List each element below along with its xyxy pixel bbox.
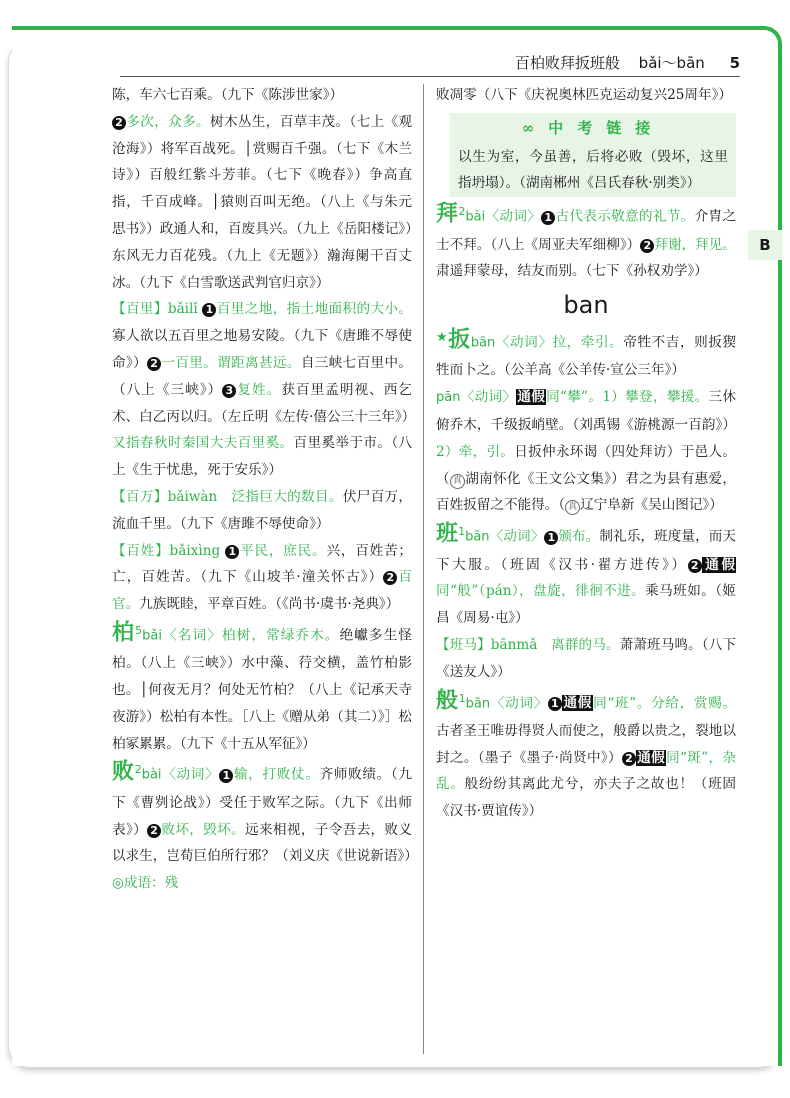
header-section: 百柏败拜扳班般 bbox=[514, 54, 620, 72]
sense-number: 2 bbox=[383, 571, 397, 585]
pinyin: bān bbox=[470, 335, 496, 351]
entry-baili bbox=[112, 296, 416, 484]
sense-number: 1 bbox=[548, 697, 562, 711]
example: 制礼乐，班度量，而天下大服。（班固《汉书·翟方进传》） bbox=[436, 528, 737, 573]
sense-number: 1 bbox=[225, 545, 239, 559]
example: 获百里孟明视、西乞术、白乙丙以归。（左丘明《左传·僖公三十三年》） bbox=[112, 381, 416, 425]
sense-number: 2 bbox=[688, 559, 702, 573]
tongjia-badge: 通假 bbox=[562, 695, 593, 712]
text-line: 陈，车六七百乘。（九下《陈涉世家》） bbox=[112, 87, 344, 103]
tongjia-badge: 通假 bbox=[517, 389, 546, 406]
example: 九族既睦，平章百姓。（《尚书·虞书·尧典》） bbox=[139, 596, 400, 613]
part-of-speech: 〈动词〉 bbox=[485, 208, 542, 225]
example: 自三峡七百里中。（八上《三峡》） bbox=[112, 354, 413, 398]
left-column bbox=[112, 82, 418, 897]
sense-number: 2 bbox=[622, 752, 636, 766]
entry-bai-cypress bbox=[112, 618, 412, 758]
tongjia-badge: 通假 bbox=[702, 556, 735, 573]
zhen-icon: 真 bbox=[450, 474, 465, 489]
definition: 同“攀”。1）攀登，攀援。 bbox=[546, 389, 709, 406]
definition: 百官。 bbox=[112, 569, 412, 613]
entry-ban-issue bbox=[436, 519, 736, 632]
sense-number: 1 bbox=[544, 531, 558, 545]
part-of-speech: 〈动词〉 bbox=[161, 766, 220, 783]
example: 日扳仲永环谒（四处拜访）于邑人。 bbox=[514, 443, 736, 460]
definition: 同“斑”，杂乱。 bbox=[436, 749, 736, 793]
definition: 离群的马。 bbox=[551, 636, 620, 653]
definition: 同“般”（pán），盘旋，徘徊不进。 bbox=[436, 583, 646, 600]
part-of-speech: 〈名词〉 bbox=[161, 627, 222, 644]
part-of-speech: 〈动词〉 bbox=[489, 528, 545, 545]
definition: 指春秋时秦国大夫百里奚。 bbox=[125, 435, 294, 452]
exam-link-box bbox=[450, 113, 736, 197]
compound-head: 【百万】bǎiwàn bbox=[112, 488, 218, 505]
sense-number: 1 bbox=[219, 769, 233, 783]
idiom-marker: ◎成语：残 bbox=[112, 875, 179, 892]
exam-link-title: ∞中考链接 bbox=[521, 118, 665, 137]
example: 古者圣王唯毋得贤人而使之，般爵以贵之，裂地以封之。（墨子《墨子·尚贤中》） bbox=[436, 722, 736, 766]
definition: 拜谢，拜见。 bbox=[654, 236, 737, 253]
pinyin: bài bbox=[465, 209, 486, 225]
headword-index: 5 bbox=[135, 623, 143, 637]
entry-bai-bow bbox=[436, 199, 736, 285]
headword-index: 2 bbox=[458, 205, 466, 219]
example: 肃遥拜蒙母，结友而别。（七下《孙权劝学》） bbox=[436, 263, 708, 280]
headword-index: 1 bbox=[458, 525, 466, 539]
pinyin: bān bbox=[465, 529, 490, 545]
example: 百里奚举于市。（八上《生于忧患，死于安乐》） bbox=[112, 435, 413, 479]
example: 帝牲不吉，则扳猰牲而卜之。（公羊高《公羊传·宣公三年》） bbox=[436, 334, 737, 379]
example: 树木丛生，百草丰茂。（七上《观沧海》）将军百战死。│赏赐百千强。（七下《木兰诗》）百般红紫斗芳菲。（七下《晚春》）争高直指，千百成峰。│猿则百叫无绝。（八上《与朱元思书》）政通人和，百废具兴。（九上《岳阳楼记》）东风无力百花残。（九上《无题》）瀚海阑干百丈冰。（九下《白雪歌送武判官归京》） bbox=[112, 113, 413, 291]
definition: 拉，牵引。 bbox=[552, 334, 624, 351]
entry-pan: pān〈动词〉通假同“攀”。1）攀登，攀援。三休俯乔木，千级扳峭壁。（刘禹锡《游桃源一百韵》）2）牵，引。日扳仲永环谒（四处拜访）于邑人。（ 真 湖南怀化《王文公文集》）君之为县有惠爱，百姓扳留之不能得。（ 真 辽宁阜新《吴山图记》） bbox=[436, 389, 737, 514]
example: 三休俯乔木，千级扳峭壁。（刘禹锡《游桃源一百韵》） bbox=[436, 389, 737, 434]
star-icon: ★ bbox=[436, 330, 449, 346]
definition: 古代表示敬意的礼节。 bbox=[555, 208, 695, 225]
headword: 般 bbox=[436, 687, 459, 714]
entry-ban-distribute bbox=[436, 686, 736, 826]
entry-baixing bbox=[112, 538, 412, 618]
compound-head: 【百里】bǎilǐ bbox=[112, 301, 198, 318]
headword: 扳 bbox=[448, 326, 471, 353]
example: 寡人欲以五百里之地易安陵。（九下《唐雎不辱使命》） bbox=[112, 328, 412, 371]
definition: 输，打败仗。 bbox=[233, 766, 320, 783]
right-column bbox=[436, 82, 736, 825]
definition: 多次，众多。 bbox=[126, 113, 211, 130]
pinyin: bài bbox=[141, 767, 162, 783]
text-line: 败凋零（八下《庆祝奥林匹克运动复兴25周年》） bbox=[436, 87, 732, 103]
example: 兴，百姓苦；亡，百姓苦。（九下《山坡羊·潼关怀古》） bbox=[112, 542, 412, 586]
sense-number: 2 bbox=[147, 824, 161, 838]
zhen-icon: 真 bbox=[565, 500, 580, 515]
example: 远来相视，子令吾去，败义以求生，岂荀巨伯所行邪？（刘义庆《世说新语》） bbox=[112, 821, 418, 865]
pinyin: bǎi bbox=[142, 628, 162, 644]
definition: 泛指巨大的数目。 bbox=[231, 488, 343, 505]
compound-head: 【百姓】bǎixìng bbox=[112, 542, 221, 559]
definition: 败坏，毁坏。 bbox=[161, 821, 246, 838]
definition: 颁布。 bbox=[558, 528, 600, 545]
sense-number: 3 bbox=[222, 384, 236, 398]
part-of-speech: 〈动词〉 bbox=[460, 389, 517, 406]
running-header bbox=[120, 52, 740, 77]
example: 湖南怀化《王文公文集》）君之为县有惠爱，百姓扳留之不能得。（ bbox=[436, 470, 737, 514]
headword-index: 2 bbox=[134, 763, 142, 777]
syllable-heading: ban bbox=[563, 291, 609, 320]
example: 齐师败绩。（九下《曹刿论战》）受任于败军之际。（九下《出师表》） bbox=[112, 766, 413, 838]
definition: 平民，庶民。 bbox=[239, 542, 327, 559]
example: 乘马班如。（姬昌《周易·屯》） bbox=[436, 583, 736, 627]
header-pinyin-range: bǎi～bān bbox=[638, 54, 705, 72]
entry-ban-pull bbox=[436, 325, 736, 384]
sense-number: 1 bbox=[541, 211, 555, 225]
headword: 班 bbox=[436, 520, 459, 547]
example: 绝巘多生怪柏。（八上《三峡》）水中藻、荇交横，盖竹柏影也。│何夜无月？何处无竹柏？（八上《记承天寺夜游》）松柏有本性。［八上《赠从弟（其二）》］松柏冢累累。（九下《十五从军征》） bbox=[112, 627, 413, 752]
sense-number: 1 bbox=[202, 303, 216, 317]
entry-banma bbox=[436, 632, 736, 686]
sense-number: 2 bbox=[112, 116, 126, 130]
sense-number: 2 bbox=[640, 239, 654, 253]
pinyin: bān bbox=[465, 696, 491, 712]
you-marker: 又 bbox=[112, 435, 126, 452]
example: 介胄之士不拜。（八上《周亚夫军细柳》） bbox=[436, 208, 737, 253]
definition: 百里之地，指土地面积的大小。 bbox=[216, 301, 412, 318]
example: 辽宁阜新《吴山图记》） bbox=[580, 497, 723, 514]
headword: 拜 bbox=[436, 200, 459, 227]
page-number: 5 bbox=[729, 54, 740, 72]
headword: 柏 bbox=[112, 619, 136, 646]
entry-baiwan bbox=[112, 484, 412, 538]
definition: 一百里。谓距离甚远。 bbox=[161, 354, 301, 371]
letter-tab[interactable]: B bbox=[748, 230, 782, 260]
definition: 柏树，常绿乔木。 bbox=[221, 627, 340, 644]
tongjia-badge: 通假 bbox=[636, 749, 666, 766]
sense-number: 2 bbox=[147, 357, 161, 371]
exam-link-text: 以生为室，今虽善，后将必败（毁坏，这里指坍塌）。（湖南郴州《吕氏春秋·别类》） bbox=[458, 148, 728, 192]
part-of-speech: 〈动词〉 bbox=[495, 334, 553, 351]
headword-index: 1 bbox=[458, 691, 466, 705]
definition: 2）牵，引。 bbox=[436, 443, 515, 460]
example: 萧萧班马鸣。（八下《送友人》） bbox=[436, 636, 737, 680]
definition: 复姓。 bbox=[236, 381, 282, 398]
example: 般纷纷其离此尤兮，亦夫子之故也！（班固《汉书·贾谊传》） bbox=[436, 776, 736, 820]
definition: 同“班”。分给，赏赐。 bbox=[593, 695, 736, 712]
headword: 败 bbox=[112, 758, 135, 785]
example: 伏尸百万，流血千里。（九下《唐雎不辱使命》） bbox=[112, 488, 413, 532]
entry-bai-defeat bbox=[112, 757, 418, 897]
part-of-speech: 〈动词〉 bbox=[490, 695, 548, 712]
sense-2 bbox=[112, 109, 412, 297]
pinyin: pān bbox=[436, 390, 461, 406]
column-divider bbox=[423, 84, 424, 1054]
compound-head: 【班马】bānmǎ bbox=[436, 636, 538, 653]
